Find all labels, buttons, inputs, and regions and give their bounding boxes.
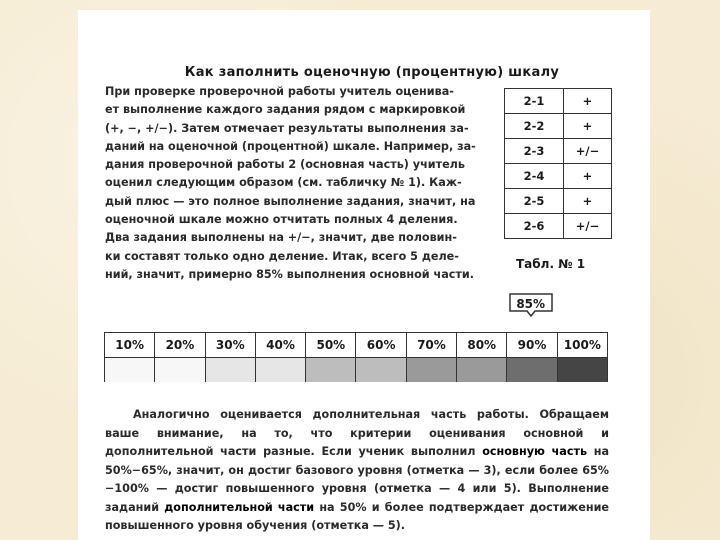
scale-fill-cell <box>507 358 557 382</box>
intro-line: оценочной шкале можно отчитать полных 4 деления. <box>105 213 458 227</box>
task-cell: 2-6 <box>505 214 564 239</box>
scale-label: 80% <box>457 333 507 357</box>
scale-fill-cell <box>407 358 457 382</box>
marks-table <box>504 88 612 239</box>
mark-cell: + <box>564 189 612 214</box>
task-cell: 2-4 <box>505 164 564 189</box>
scale-label: 50% <box>306 333 356 357</box>
table-row <box>505 89 612 114</box>
scale-fill-row <box>105 358 607 382</box>
text-span: Аналогично оценивается дополнительная часть работы. Обращаем ваше внимание, на то, что критерии оценивания основной и дополнительной части разные. Если ученик выполнил <box>105 408 609 458</box>
section-title: Как заполнить оценочную (процентную) шкалу <box>184 65 560 80</box>
emphasis-additional-part: дополнительной части <box>164 500 315 514</box>
marker-label: 85% <box>516 297 546 311</box>
page-sheet <box>78 10 650 540</box>
scale-label: 10% <box>105 333 155 357</box>
scale-fill-cell <box>558 358 607 382</box>
table-row <box>505 189 612 214</box>
scale-label: 60% <box>356 333 406 357</box>
scale-fill-cell <box>356 358 406 382</box>
mark-cell: +/− <box>564 214 612 239</box>
scale-fill-cell <box>105 358 155 382</box>
scale-fill-cell <box>457 358 507 382</box>
scale-fill-cell <box>206 358 256 382</box>
mark-cell: + <box>564 89 612 114</box>
percent-scale <box>104 332 608 382</box>
intro-line: даний на оценочной (процентной) шкале. Например, за- <box>105 139 476 153</box>
task-cell: 2-3 <box>505 139 564 164</box>
scale-labels-row <box>105 333 607 358</box>
task-cell: 2-5 <box>505 189 564 214</box>
percent-marker <box>509 293 553 317</box>
mark-cell: + <box>564 114 612 139</box>
scale-label: 20% <box>155 333 205 357</box>
intro-line: оценил следующим образом (см. табличку № 1). Каж- <box>105 176 462 190</box>
scale-label: 100% <box>563 338 601 352</box>
table-row <box>505 214 612 239</box>
assessment-paragraph <box>105 406 609 536</box>
text-span: на 50%−65%, значит, он достиг базового уровня (отметка — 3), если более 65%−100% — достиг повышенного уровня (отметка — 4 или 5). Выполнение заданий <box>105 445 609 514</box>
intro-line: ет выполнение каждого задания рядом с маркировкой <box>105 103 466 117</box>
task-cell: 2-2 <box>505 114 564 139</box>
scale-label: 30% <box>206 333 256 357</box>
scale-fill-cell <box>256 358 306 382</box>
scale-label: 90% <box>507 333 557 357</box>
scale-label: 40% <box>256 333 306 357</box>
scale-label: 70% <box>407 333 457 357</box>
intro-line: При проверке проверочной работы учитель оценива- <box>105 85 454 98</box>
emphasis-main-part: основную часть <box>482 445 588 458</box>
scale-fill-cell <box>155 358 205 382</box>
table-caption: Табл. № 1 <box>516 257 586 271</box>
mark-cell: + <box>564 164 612 189</box>
intro-line: Два задания выполнены на +/−, значит, две половин- <box>105 231 457 245</box>
text-span: на 50% и более подтверждает достижение повышенного уровня обучения (отметка — 5). <box>105 500 610 532</box>
mark-cell: +/− <box>564 139 612 164</box>
table-row <box>505 139 612 164</box>
scale-fill-cell <box>306 358 356 382</box>
table-row <box>505 164 612 189</box>
intro-line: дания проверочной работы 2 (основная часть) учитель <box>105 158 465 172</box>
table-row <box>505 114 612 139</box>
intro-line: ки составят только одно деление. Итак, всего 5 деле- <box>105 249 459 263</box>
intro-paragraph <box>105 83 491 284</box>
task-cell: 2-1 <box>505 89 564 114</box>
intro-line: ний, значит, примерно 85% выполнения основной части. <box>105 267 474 281</box>
intro-line: (+, −, +/−). Затем отмечает результаты выполнения за- <box>105 121 469 135</box>
intro-line: дый плюс — это полное выполнение задания, значит, на <box>105 194 476 208</box>
